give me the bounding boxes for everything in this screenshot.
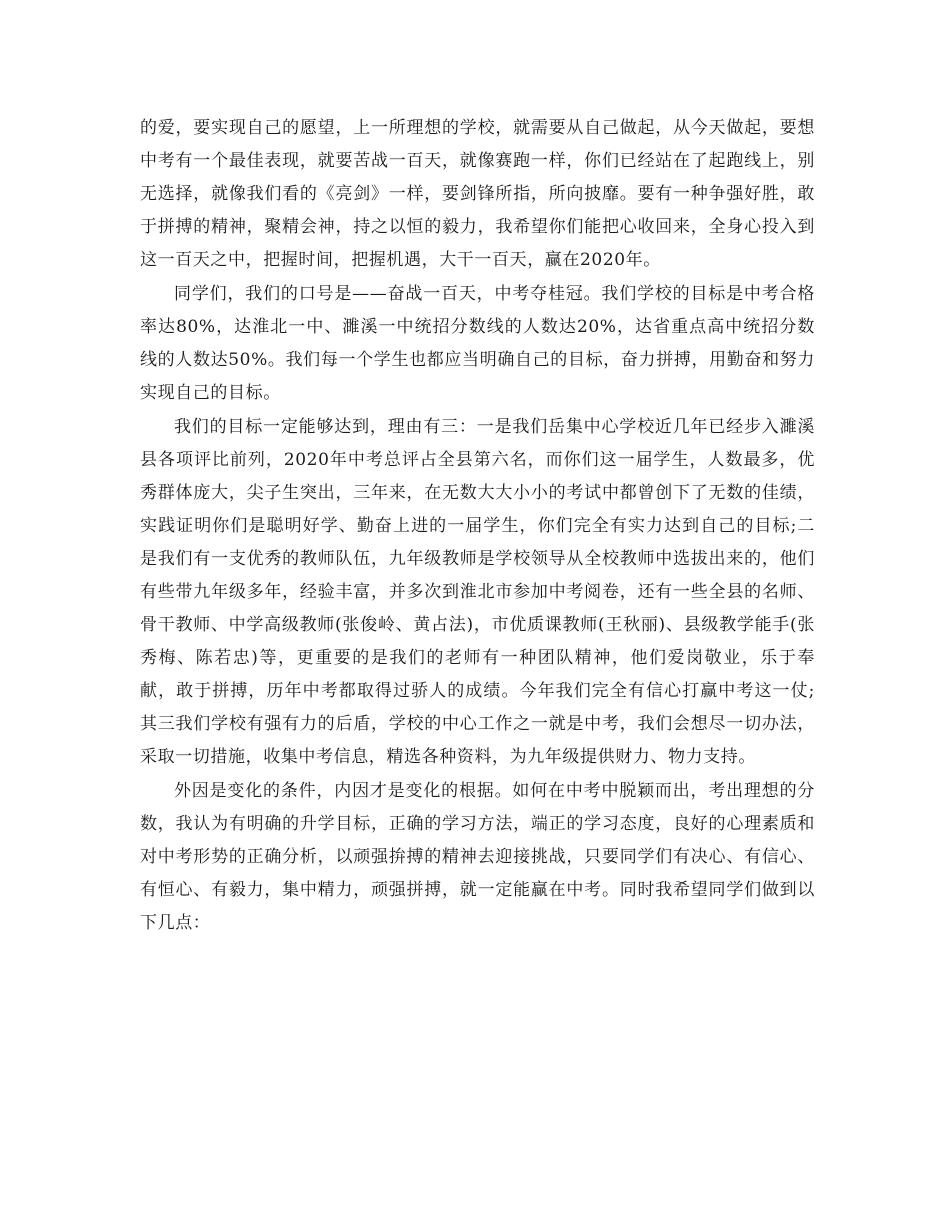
paragraph-continued: 的爱，要实现自己的愿望，上一所理想的学校，就需要从自己做起，从今天做起，要想中考有一个最佳表现，就要苦战一百天，就像赛跑一样，你们已经站在了起跑线上，别无选择，就像我们看的《亮剑》一样，要剑锋所指，所向披靡。要有一种争强好胜，敢于拼搏的精神，聚精会神，持之以恒的毅力，我希望你们能把心收回来，全身心投入到这一百天之中，把握时间，把握机遇，大干一百天，赢在2020年。 — [140, 118, 815, 270]
document-body — [140, 112, 815, 941]
paragraph-slogan-goals: 同学们，我们的口号是——奋战一百天，中考夺桂冠。我们学校的目标是中考合格率达80%，达淮北一中、濉溪一中统招分数线的人数达20%，达省重点高中统招分数线的人数达50%。我们每一个学生也都应当明确自己的目标，奋力拼搏，用勤奋和努力实现自己的目标。 — [140, 284, 815, 403]
paragraph-internal-factors: 外因是变化的条件，内因才是变化的根据。如何在中考中脱颖而出，考出理想的分数，我认为有明确的升学目标，正确的学习方法，端正的学习态度，良好的心理素质和对中考形势的正确分析，以顽强拚搏的精神去迎接挑战，只要同学们有决心、有信心、有恒心、有毅力，集中精力，顽强拼搏，就一定能赢在中考。同时我希望同学们做到以下几点： — [140, 781, 815, 933]
paragraph-three-reasons: 我们的目标一定能够达到，理由有三：一是我们岳集中心学校近几年已经步入濉溪县各项评比前列，2020年中考总评占全县第六名，而你们这一届学生，人数最多，优秀群体庞大，尖子生突出，三年来，在无数大大小小的考试中都曾创下了无数的佳绩，实践证明你们是聪明好学、勤奋上进的一届学生，你们完全有实力达到自己的目标;二是我们有一支优秀的教师队伍，九年级教师是学校领导从全校教师中选拔出来的，他们有些带九年级多年，经验丰富，并多次到淮北市参加中考阅卷，还有一些全县的名师、骨干教师、中学高级教师(张俊岭、黄占法)，市优质课教师(王秋丽)、县级教学能手(张秀梅、陈若忠)等，更重要的是我们的老师有一种团队精神，他们爱岗敬业，乐于奉献，敢于拼搏，历年中考都取得过骄人的成绩。今年我们完全有信心打赢中考这一仗;其三我们学校有强有力的后盾，学校的中心工作之一就是中考，我们会想尽一切办法，采取一切措施，收集中考信息，精选各种资料，为九年级提供财力、物力支持。 — [140, 417, 815, 767]
